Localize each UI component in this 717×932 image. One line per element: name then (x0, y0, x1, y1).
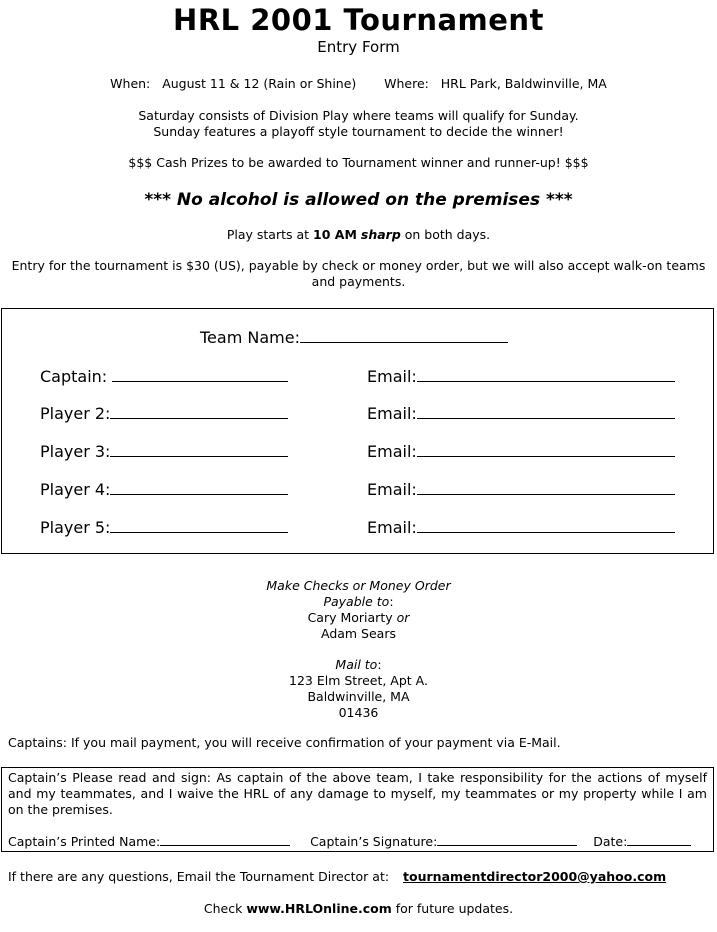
payee2-name: Adam Sears (320, 626, 396, 641)
sunday-info: Sunday features a playoff style tournament to decide the winner! (153, 124, 564, 139)
printed-name-label: Captain’s Printed Name: (8, 834, 161, 849)
player5-email-row (367, 518, 675, 537)
mail-to-text: Mail to (335, 657, 378, 672)
mail-colon: : (377, 657, 382, 672)
captain-email-row (367, 367, 675, 386)
play-start-sharp: sharp (360, 227, 401, 242)
waiver-text: Captain’s Please read and sign: As captain of the above team, I take responsibility for the actions of myself and my teammates, and I waive the HRL of any damage to myself, my teammates or my property while I am on the premises. (8, 770, 707, 817)
play-start-info (0, 227, 717, 242)
page-title: HRL 2001 Tournament (173, 3, 544, 37)
captain-email-field[interactable] (417, 367, 675, 382)
play-start-post: on both days. (400, 227, 491, 242)
player5-name-field[interactable] (110, 518, 288, 533)
player5-label: Player 5: (40, 518, 111, 537)
player2-email-field[interactable] (417, 404, 675, 419)
player4-email-row (367, 480, 675, 499)
payable-to-text: Payable to (323, 594, 390, 609)
signature-box (1, 767, 714, 852)
play-start-pre: Play starts at (226, 227, 314, 242)
website-link[interactable]: www.HRLOnline.com (246, 901, 392, 916)
date-label: Date: (593, 834, 628, 849)
alcohol-notice: *** No alcohol is allowed on the premises *** (144, 190, 573, 210)
prizes-info: $$$ Cash Prizes to be awarded to Tournament winner and runner-up! $$$ (128, 155, 589, 170)
address-line-1: 123 Elm Street, Apt A. (289, 673, 428, 688)
signature-fields (8, 834, 707, 850)
player5-email-field[interactable] (417, 518, 675, 533)
payable-to-line (0, 594, 717, 610)
email-label: Email: (367, 442, 417, 461)
where-label: Where: (384, 76, 429, 91)
where-value: HRL Park, Baldwinville, MA (440, 76, 607, 91)
entry-fee-info: Entry for the tournament is $30 (US), payable by check or money order, but we will also accept walk-on teams and payments. (11, 258, 706, 289)
event-when-where (0, 76, 717, 91)
player3-label: Player 3: (40, 442, 111, 461)
player5-row (40, 518, 288, 537)
player3-email-row (367, 442, 675, 461)
payee1-or: or (396, 610, 410, 625)
address-line-3: 01436 (338, 705, 379, 720)
address-line-2: Baldwinville, MA (307, 689, 410, 704)
player3-name-field[interactable] (110, 442, 288, 457)
team-name-label: Team Name: (200, 328, 300, 347)
player3-email-field[interactable] (417, 442, 675, 457)
team-name-row (200, 328, 508, 347)
player4-label: Player 4: (40, 480, 111, 499)
make-checks-text: Make Checks or Money Order (266, 578, 451, 593)
player2-row (40, 404, 288, 423)
questions-line (8, 869, 666, 884)
website-line (0, 901, 717, 916)
email-label: Email: (367, 480, 417, 499)
email-label: Email: (367, 404, 417, 423)
payment-info (0, 578, 717, 721)
captain-row (40, 367, 288, 386)
page-subtitle: Entry Form (317, 38, 400, 56)
email-label: Email: (367, 367, 417, 386)
captain-name-field[interactable] (112, 367, 288, 382)
email-label: Email: (367, 518, 417, 537)
player3-row (40, 442, 288, 461)
player2-email-row (367, 404, 675, 423)
director-email-link[interactable]: tournamentdirector2000@yahoo.com (403, 869, 667, 884)
payee1-line (0, 610, 717, 626)
play-start-time: 10 AM (313, 227, 357, 242)
payee1-name: Cary Moriarty (307, 610, 393, 625)
captains-payment-note: Captains: If you mail payment, you will receive confirmation of your payment via E-Mail. (8, 735, 561, 750)
player4-email-field[interactable] (417, 480, 675, 495)
questions-text: If there are any questions, Email the Tournament Director at: (8, 869, 390, 884)
captain-label: Captain: (40, 367, 108, 386)
signature-field[interactable] (437, 834, 577, 846)
signature-label: Captain’s Signature: (310, 834, 438, 849)
when-label: When: (110, 76, 151, 91)
printed-name-field[interactable] (160, 834, 290, 846)
player2-name-field[interactable] (110, 404, 288, 419)
when-value: August 11 & 12 (Rain or Shine) (162, 76, 357, 91)
team-name-field[interactable] (300, 328, 508, 343)
check-post-text: for future updates. (391, 901, 514, 916)
date-field[interactable] (627, 834, 691, 846)
player4-name-field[interactable] (110, 480, 288, 495)
player4-row (40, 480, 288, 499)
payable-colon: : (389, 594, 394, 609)
check-pre-text: Check (203, 901, 247, 916)
mail-to-line (0, 657, 717, 673)
saturday-info: Saturday consists of Division Play where teams will qualify for Sunday. (138, 108, 579, 123)
player2-label: Player 2: (40, 404, 111, 423)
